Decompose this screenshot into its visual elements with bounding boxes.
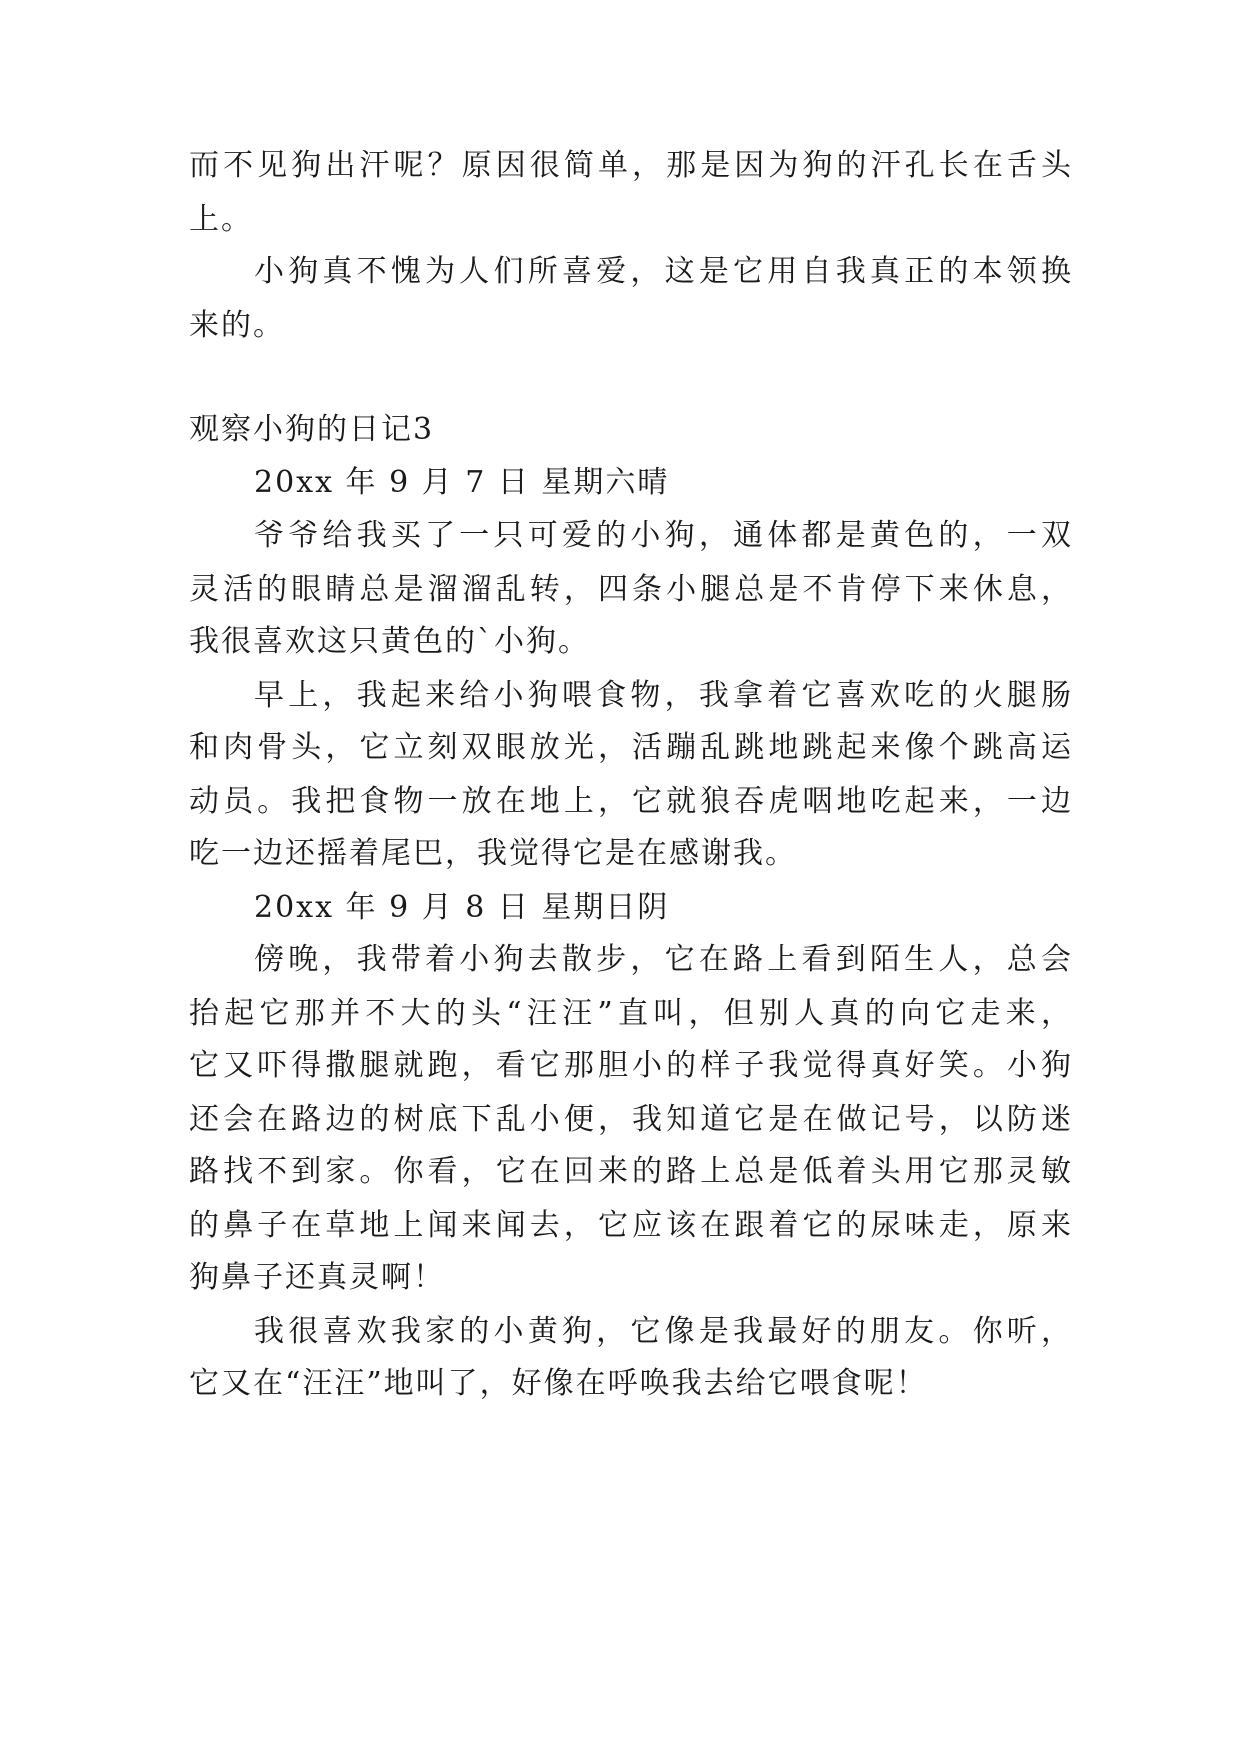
paragraph-2-line-1: 小狗真不愧为人们所喜爱，这是它用自我真正的本领换	[254, 254, 1071, 289]
paragraph-5-line-4: 还会在路边的树底下乱小便，我知道它是在做记号，以防迷	[189, 1102, 1071, 1137]
paragraph-4-line-2: 和肉骨头，它立刻双眼放光，活蹦乱跳地跳起来像个跳高运	[189, 730, 1071, 765]
diary-date-2: 20xx 年 9 月 8 日 星期日阴	[254, 890, 670, 925]
paragraph-3-line-1: 爷爷给我买了一只可爱的小狗，通体都是黄色的，一双	[254, 518, 1071, 553]
diary-date-1: 20xx 年 9 月 7 日 星期六晴	[254, 465, 670, 500]
paragraph-5-line-7: 狗鼻子还真灵啊！	[189, 1260, 445, 1295]
paragraph-6-line-1: 我很喜欢我家的小黄狗，它像是我最好的朋友。你听，	[254, 1314, 1071, 1349]
paragraph-4-line-1: 早上，我起来给小狗喂食物，我拿着它喜欢吃的火腿肠	[254, 678, 1071, 713]
paragraph-1-line-1: 而不见狗出汗呢？原因很简单，那是因为狗的汗孔长在舌头	[189, 148, 1071, 183]
paragraph-2-line-2: 来的。	[189, 308, 285, 343]
paragraph-6-line-2: 它又在“汪汪”地叫了，好像在呼唤我去给它喂食呢！	[189, 1366, 928, 1401]
paragraph-3-line-2: 灵活的眼睛总是溜溜乱转，四条小腿总是不肯停下来休息，	[189, 572, 1071, 607]
paragraph-4-line-4: 吃一边还摇着尾巴，我觉得它是在感谢我。	[189, 836, 797, 871]
paragraph-5-line-5: 路找不到家。你看，它在回来的路上总是低着头用它那灵敏	[189, 1154, 1071, 1189]
paragraph-5-line-1: 傍晚，我带着小狗去散步，它在路上看到陌生人，总会	[254, 942, 1071, 977]
paragraph-5-line-2: 抬起它那并不大的头“汪汪”直叫，但别人真的向它走来，	[189, 996, 1071, 1031]
paragraph-5-line-3: 它又吓得撒腿就跑，看它那胆小的样子我觉得真好笑。小狗	[189, 1048, 1071, 1083]
diary-heading: 观察小狗的日记3	[189, 412, 435, 447]
paragraph-4-line-3: 动员。我把食物一放在地上，它就狼吞虎咽地吃起来，一边	[189, 784, 1071, 819]
paragraph-3-line-3: 我很喜欢这只黄色的`小狗。	[189, 624, 590, 659]
paragraph-1-line-2: 上。	[189, 202, 253, 237]
paragraph-5-line-6: 的鼻子在草地上闻来闻去，它应该在跟着它的尿味走，原来	[189, 1208, 1071, 1243]
